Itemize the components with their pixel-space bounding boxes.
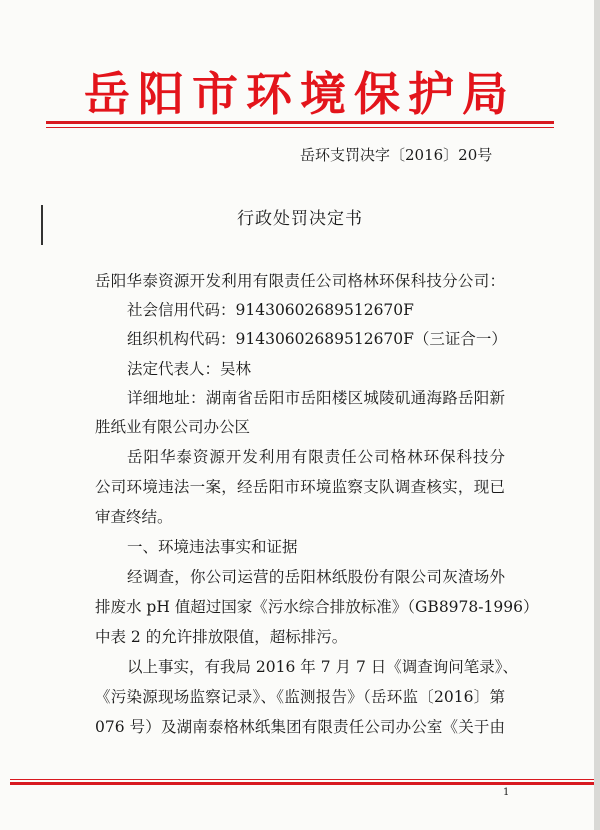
letterhead-rule-thin	[46, 127, 554, 128]
document-number: 岳环支罚决字〔2016〕20号	[300, 146, 493, 164]
paragraph-line: 公司环境违法一案，经岳阳市环境监察支队调查核实，现已	[95, 478, 505, 496]
footer-rule-thick	[10, 782, 594, 785]
paragraph-line: 经调查，你公司运营的岳阳林纸股份有限公司灰渣场外	[127, 568, 505, 586]
address-line: 详细地址：湖南省岳阳市岳阳楼区城陵矶通海路岳阳新	[127, 389, 505, 407]
addressee-line: 岳阳华泰资源开发利用有限责任公司格林环保科技分公司：	[95, 272, 505, 290]
org-code-line: 组织机构代码：91430602689512670F（三证合一）	[127, 330, 507, 348]
letterhead-agency-name: 岳阳市环境保护局	[84, 67, 516, 121]
page-edge-shadow	[594, 0, 600, 830]
paragraph-line: 审查终结。	[95, 508, 173, 526]
section-heading: 一、环境违法事实和证据	[127, 538, 298, 556]
letterhead-rule-thick	[46, 121, 554, 124]
paragraph-line: 《污染源现场监察记录》、《监测报告》（岳环监〔2016〕第	[95, 688, 505, 706]
paragraph-line: 岳阳华泰资源开发利用有限责任公司格林环保科技分	[127, 448, 505, 466]
legal-rep-line: 法定代表人：吴林	[127, 360, 252, 378]
address-line-cont: 胜纸业有限公司办公区	[95, 418, 251, 436]
paragraph-line: 以上事实，有我局 2016 年 7 月 7 日《调查询问笔录》、	[127, 658, 518, 676]
paragraph-line: 排废水 pH 值超过国家《污水综合排放标准》（GB8978-1996）	[95, 598, 539, 616]
document-title: 行政处罚决定书	[237, 209, 363, 229]
credit-code-line: 社会信用代码：91430602689512670F	[127, 301, 414, 319]
paragraph-line: 076 号）及湖南泰格林纸集团有限责任公司办公室《关于由	[95, 718, 505, 736]
footer-rule-thin	[10, 779, 594, 780]
page-number: 1	[503, 787, 510, 798]
paragraph-line: 中表 2 的允许排放限值，超标排污。	[95, 628, 348, 646]
